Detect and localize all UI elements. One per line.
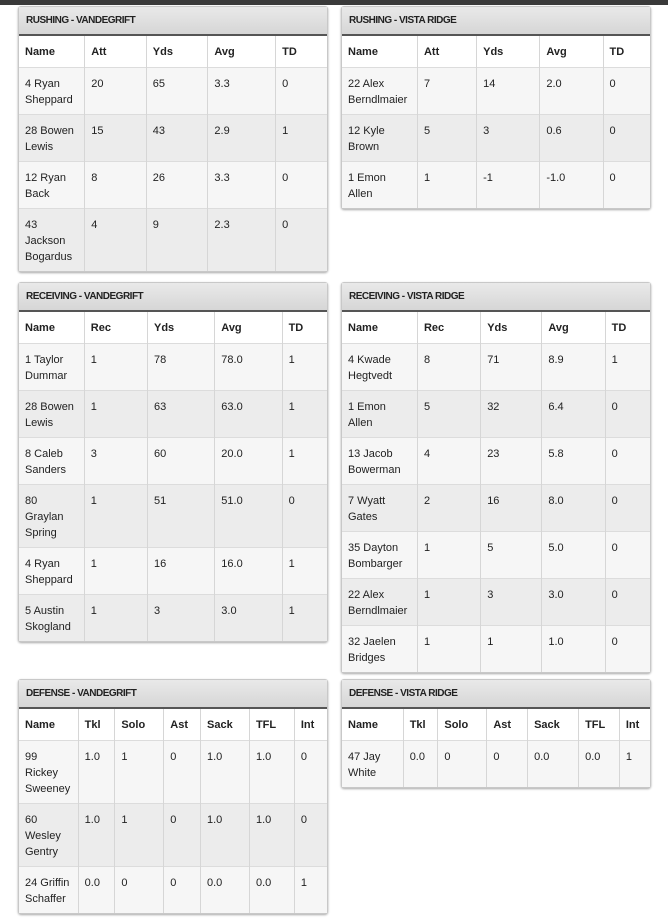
table-row <box>19 115 327 162</box>
table-row <box>342 68 650 115</box>
stat-cell: 0 <box>115 867 164 914</box>
stat-cell: 0 <box>300 751 307 763</box>
stat-cell: 0 <box>438 741 487 788</box>
stat-cell: 2.3 <box>208 209 276 272</box>
player-name-cell: 22 Alex Berndlmaier <box>342 68 417 115</box>
stat-cell: 1 <box>84 344 147 391</box>
stat-cell: 9 <box>146 209 208 272</box>
column-header: Solo <box>438 709 487 741</box>
stat-cell: 60 <box>147 438 214 485</box>
stat-cell: 16.0 <box>215 548 282 595</box>
stat-cell: 16 <box>481 485 542 532</box>
table-row <box>342 741 650 788</box>
column-header: Name <box>342 36 417 68</box>
panel-title: RECEIVING - VISTA RIDGE <box>342 283 650 312</box>
stat-cell: 78 <box>147 344 214 391</box>
stat-cell: 0.0 <box>579 741 620 788</box>
stat-cell: 1 <box>611 354 618 366</box>
stat-cell: 5.0 <box>542 532 605 579</box>
player-name-cell: 4 Kwade Hegtvedt <box>342 344 417 391</box>
stat-cell: 0 <box>300 814 307 826</box>
column-header: TFL <box>249 709 294 741</box>
panel-title: DEFENSE - VISTA RIDGE <box>342 680 650 709</box>
table-row <box>342 344 650 391</box>
table-row <box>19 438 327 485</box>
column-header: Avg <box>540 36 603 68</box>
player-name-cell: 5 Austin Skogland <box>19 595 84 642</box>
column-header: Avg <box>215 312 282 344</box>
stat-cell: 32 <box>481 391 542 438</box>
header-row <box>19 709 327 741</box>
player-name-cell: 1 Emon Allen <box>342 391 417 438</box>
stats-table <box>342 36 650 208</box>
stat-cell: 3.0 <box>542 579 605 626</box>
stat-cell: 0 <box>611 401 618 413</box>
stats-table <box>342 312 650 672</box>
stat-cell: 4 <box>85 209 147 272</box>
stats-table <box>342 709 650 787</box>
stat-cell: 3.3 <box>208 162 276 209</box>
stat-cell: 1.0 <box>249 804 294 867</box>
stat-cell: 5.8 <box>542 438 605 485</box>
table-row <box>342 579 650 626</box>
stat-cell: 2.9 <box>208 115 276 162</box>
stat-cell: 0.0 <box>249 867 294 914</box>
stat-cell: 1 <box>84 595 147 642</box>
column-header: Att <box>417 36 476 68</box>
player-name-cell: 47 Jay White <box>342 741 403 788</box>
stat-cell: 1 <box>115 804 164 867</box>
stat-cell: 0 <box>164 741 201 804</box>
table-row <box>342 391 650 438</box>
stat-cell: 3 <box>477 115 540 162</box>
table-row <box>342 162 650 209</box>
stat-cell: 1 <box>84 548 147 595</box>
table-row <box>19 209 327 272</box>
column-header: Solo <box>115 709 164 741</box>
rushing-vistaridge-panel <box>341 6 651 209</box>
panel-title: RECEIVING - VANDEGRIFT <box>19 283 327 312</box>
stat-cell: 0 <box>611 448 618 460</box>
table-row <box>19 344 327 391</box>
stat-cell: 65 <box>146 68 208 115</box>
stat-cell: 15 <box>85 115 147 162</box>
stat-cell: 1 <box>288 401 295 413</box>
table-row <box>342 532 650 579</box>
stat-cell: 43 <box>146 115 208 162</box>
panel-title: RUSHING - VISTA RIDGE <box>342 7 650 36</box>
stat-cell: 71 <box>481 344 542 391</box>
panel-title: RUSHING - VANDEGRIFT <box>19 7 327 36</box>
stats-table <box>19 312 327 641</box>
stat-cell: 6.4 <box>542 391 605 438</box>
player-name-cell: 12 Kyle Brown <box>342 115 417 162</box>
player-name-cell: 4 Ryan Sheppard <box>19 68 85 115</box>
player-name-cell: 60 Wesley Gentry <box>19 804 78 867</box>
stat-cell: 8.9 <box>542 344 605 391</box>
stat-cell: 0 <box>611 636 618 648</box>
stat-cell: 1.0 <box>78 804 115 867</box>
stat-cell: 3 <box>84 438 147 485</box>
player-name-cell: 1 Emon Allen <box>342 162 417 209</box>
stat-cell: 1.0 <box>201 804 250 867</box>
column-header: Sack <box>201 709 250 741</box>
panel-title: DEFENSE - VANDEGRIFT <box>19 680 327 709</box>
column-header: Name <box>342 709 403 741</box>
column-header: Name <box>342 312 417 344</box>
stat-cell: 1 <box>417 162 476 209</box>
stat-cell: 0 <box>164 804 201 867</box>
stat-cell: 16 <box>147 548 214 595</box>
stat-cell: 7 <box>417 68 476 115</box>
player-name-cell: 32 Jaelen Bridges <box>342 626 417 673</box>
stat-cell: 1 <box>417 579 480 626</box>
top-bar <box>0 0 668 5</box>
stat-cell: 51 <box>147 485 214 548</box>
column-header: TD <box>288 322 304 334</box>
stat-cell: 0 <box>609 125 616 137</box>
stat-cell: 63 <box>147 391 214 438</box>
column-header: Avg <box>542 312 605 344</box>
column-header: Yds <box>481 312 542 344</box>
stat-cell: 3 <box>481 579 542 626</box>
stat-cell: 1 <box>288 354 295 366</box>
stat-cell: 20.0 <box>215 438 282 485</box>
stat-cell: 26 <box>146 162 208 209</box>
column-header: Tkl <box>78 709 115 741</box>
header-row <box>342 312 650 344</box>
stat-cell: 0.0 <box>403 741 438 788</box>
stat-cell: 2 <box>417 485 480 532</box>
table-row <box>342 485 650 532</box>
table-row <box>19 391 327 438</box>
stat-cell: 3.3 <box>208 68 276 115</box>
stat-cell: 1 <box>481 626 542 673</box>
column-header: Avg <box>208 36 276 68</box>
player-name-cell: 35 Dayton Bombarger <box>342 532 417 579</box>
stat-cell: 0 <box>164 867 201 914</box>
player-name-cell: 22 Alex Berndlmaier <box>342 579 417 626</box>
stat-cell: 1 <box>288 558 295 570</box>
stat-cell: 5 <box>417 115 476 162</box>
column-header: Name <box>19 709 78 741</box>
column-header: TD <box>609 46 625 58</box>
column-header: Rec <box>84 312 147 344</box>
column-header: Int <box>300 719 315 731</box>
stat-cell: 1 <box>115 741 164 804</box>
stat-cell: 1.0 <box>78 741 115 804</box>
stat-cell: 2.0 <box>540 68 603 115</box>
table-row <box>19 68 327 115</box>
stat-cell: 4 <box>417 438 480 485</box>
player-name-cell: 13 Jacob Bowerman <box>342 438 417 485</box>
stat-cell: 1 <box>300 877 307 889</box>
defense-vistaridge-panel <box>341 679 651 788</box>
table-row <box>19 548 327 595</box>
table-row <box>19 741 327 804</box>
column-header: TD <box>282 46 297 58</box>
column-header: TFL <box>579 709 620 741</box>
player-name-cell: 28 Bowen Lewis <box>19 391 84 438</box>
stat-cell: 1 <box>282 125 289 137</box>
column-header: Int <box>625 719 640 731</box>
stat-cell: 0 <box>282 219 289 231</box>
defense-vandegrift-panel <box>18 679 328 914</box>
stat-cell: 1 <box>417 532 480 579</box>
receiving-vandegrift-panel <box>18 282 328 642</box>
header-row <box>19 312 327 344</box>
stat-cell: 20 <box>85 68 147 115</box>
stat-cell: 1 <box>288 605 295 617</box>
column-header: Tkl <box>403 709 438 741</box>
header-row <box>342 36 650 68</box>
stat-cell: -1 <box>477 162 540 209</box>
rushing-vandegrift-panel <box>18 6 328 272</box>
stat-cell: 5 <box>417 391 480 438</box>
header-row <box>342 709 650 741</box>
table-row <box>342 626 650 673</box>
player-name-cell: 99 Rickey Sweeney <box>19 741 78 804</box>
stat-cell: 8.0 <box>542 485 605 532</box>
stat-cell: 51.0 <box>215 485 282 548</box>
column-header: Att <box>85 36 147 68</box>
column-header: Rec <box>417 312 480 344</box>
stat-cell: 5 <box>481 532 542 579</box>
stat-cell: -1.0 <box>540 162 603 209</box>
column-header: Yds <box>146 36 208 68</box>
stat-cell: 1.0 <box>542 626 605 673</box>
column-header: Name <box>19 312 84 344</box>
stat-cell: 0 <box>282 78 289 90</box>
player-name-cell: 8 Caleb Sanders <box>19 438 84 485</box>
column-header: Sack <box>528 709 579 741</box>
player-name-cell: 43 Jackson Bogardus <box>19 209 85 272</box>
stat-cell: 1 <box>84 485 147 548</box>
player-name-cell: 4 Ryan Sheppard <box>19 548 84 595</box>
stat-cell: 0 <box>611 589 618 601</box>
table-row <box>342 438 650 485</box>
stats-table <box>19 36 327 271</box>
player-name-cell: 24 Griffin Schaffer <box>19 867 78 914</box>
player-name-cell: 7 Wyatt Gates <box>342 485 417 532</box>
column-header: Ast <box>164 709 201 741</box>
stat-cell: 8 <box>417 344 480 391</box>
stat-cell: 1 <box>288 448 295 460</box>
stat-cell: 23 <box>481 438 542 485</box>
table-row <box>19 485 327 548</box>
stat-cell: 0 <box>609 172 616 184</box>
stat-cell: 0 <box>611 542 618 554</box>
stat-cell: 1.0 <box>201 741 250 804</box>
column-header: Ast <box>487 709 528 741</box>
stat-cell: 1 <box>625 751 632 763</box>
table-row <box>19 595 327 642</box>
stat-cell: 3 <box>147 595 214 642</box>
player-name-cell: 28 Bowen Lewis <box>19 115 85 162</box>
table-row <box>342 115 650 162</box>
header-row <box>19 36 327 68</box>
stat-cell: 0 <box>611 495 618 507</box>
stat-cell: 8 <box>85 162 147 209</box>
column-header: Name <box>19 36 85 68</box>
stat-cell: 0.0 <box>201 867 250 914</box>
player-name-cell: 12 Ryan Back <box>19 162 85 209</box>
table-row <box>19 867 327 914</box>
column-header: Yds <box>147 312 214 344</box>
column-header: TD <box>611 322 627 334</box>
player-name-cell: 1 Taylor Dummar <box>19 344 84 391</box>
stat-cell: 0.0 <box>78 867 115 914</box>
stat-cell: 1.0 <box>249 741 294 804</box>
stat-cell: 1 <box>84 391 147 438</box>
stat-cell: 0 <box>487 741 528 788</box>
stat-cell: 0 <box>288 495 295 507</box>
stat-cell: 0.6 <box>540 115 603 162</box>
stats-table <box>19 709 327 913</box>
stat-cell: 0 <box>609 78 616 90</box>
column-header: Yds <box>477 36 540 68</box>
stat-cell: 78.0 <box>215 344 282 391</box>
player-name-cell: 80 Graylan Spring <box>19 485 84 548</box>
stat-cell: 14 <box>477 68 540 115</box>
table-row <box>19 804 327 867</box>
stat-cell: 1 <box>417 626 480 673</box>
stat-cell: 3.0 <box>215 595 282 642</box>
stat-cell: 63.0 <box>215 391 282 438</box>
stat-cell: 0.0 <box>528 741 579 788</box>
table-row <box>19 162 327 209</box>
stat-cell: 0 <box>282 172 289 184</box>
receiving-vistaridge-panel <box>341 282 651 673</box>
